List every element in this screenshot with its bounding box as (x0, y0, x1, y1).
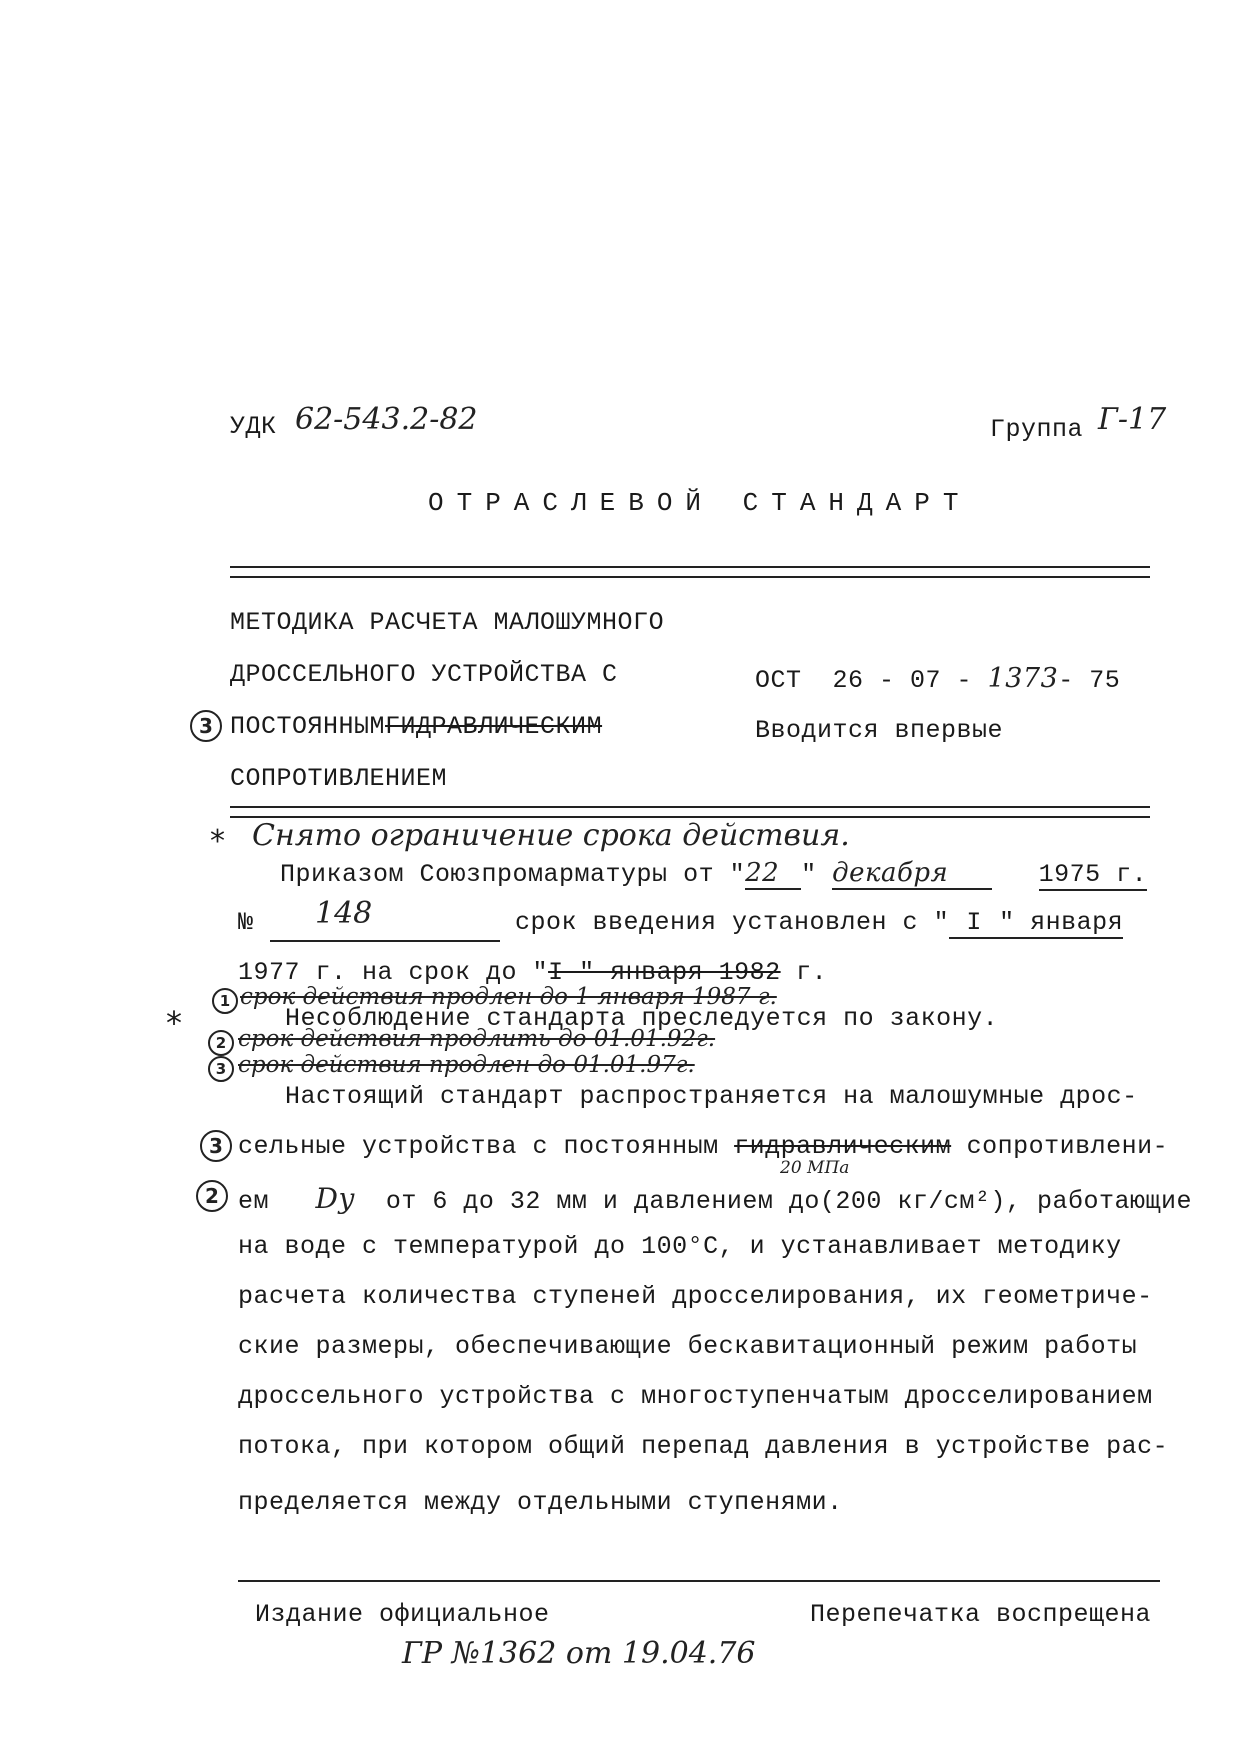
violation-notice: Несоблюдение стандарта преследуется по закону. (285, 1004, 999, 1033)
footer-registration: ГР №1362 от 19.04.76 (402, 1636, 756, 1671)
intro-month: " января (999, 908, 1124, 937)
body-line-3 (238, 1182, 1192, 1216)
body-line-2-a: сельные устройства с постоянным (238, 1132, 719, 1161)
handnote-restriction-removed: Снято ограничение срока действия. (252, 818, 850, 853)
order-number-underline (270, 940, 500, 942)
body-line-4: на воде с температурой до 100°С, и устанавливает методику (238, 1232, 1122, 1261)
revision-mark-3c: 3 (200, 1130, 232, 1162)
ost-number-handwritten: 1373 (987, 663, 1059, 694)
revision-mark-3b: 3 (208, 1056, 234, 1082)
standard-name-line-1: МЕТОДИКА РАСЧЕТА МАЛОШУМНОГО (230, 608, 665, 637)
body-line-9: пределяется между отдельными ступенями. (238, 1488, 843, 1517)
handnote-extend-1992: срок действия продлить до 01.01.92г. (238, 1026, 716, 1052)
document-title: ОТРАСЛЕВОЙ СТАНДАРТ (428, 488, 972, 518)
order-number: 148 (315, 896, 373, 931)
ost-number-part-1: 26 - 07 - (832, 666, 973, 695)
body-line-8: потока, при котором общий перепад давления в устройстве рас- (238, 1432, 1169, 1461)
rule-top-1 (230, 566, 1150, 568)
handnote-pressure-mpa: 20 МПа (780, 1158, 850, 1178)
body-line-1: Настоящий стандарт распространяется на малошумные дрос- (285, 1082, 1138, 1111)
order-line-3-text: 1977 г. на срок до " (238, 958, 549, 987)
order-number-sign: № (238, 908, 254, 937)
order-line-1 (280, 858, 1147, 891)
ost-number-part-2: - 75 (1058, 666, 1121, 695)
standard-name-line-3 (230, 712, 602, 741)
order-line-1-quote: " (801, 860, 817, 889)
body-line-3-c: (200 кг/см²), работающие (819, 1187, 1192, 1216)
handnote-extended-1987: срок действия продлен до 1 января 1987 г. (240, 984, 777, 1010)
standard-name-struck-word: ГИДРАВЛИЧЕСКИМ (385, 712, 603, 741)
footer-official-edition: Издание официальное (255, 1600, 550, 1629)
revision-mark-3: 3 (190, 710, 222, 742)
order-line-2-text: срок введения установлен с " (515, 908, 950, 937)
body-line-2-b: сопротивлени- (966, 1132, 1169, 1161)
intro-status: Вводится впервые (755, 716, 1004, 745)
body-line-7: дроссельного устройства с многоступенчатым дросселированием (238, 1382, 1153, 1411)
standard-name-line-4: СОПРОТИВЛЕНИЕМ (230, 764, 448, 793)
group-label: Группа (990, 415, 1084, 444)
revision-mark-2: 2 (208, 1030, 234, 1056)
revision-mark-2b: 2 (196, 1180, 228, 1212)
handnote-extended-1997: срок действия продлен до 01.01.97г. (238, 1052, 695, 1078)
order-line-2 (515, 908, 1123, 939)
body-line-3-dy: Dy (315, 1182, 355, 1215)
order-day: 22 (745, 858, 801, 890)
revision-mark-1: 1 (212, 988, 238, 1014)
body-line-6: ские размеры, обеспечивающие бескавитационный режим работы (238, 1332, 1138, 1361)
standard-name-line-3-prefix: ПОСТОЯННЫМ (230, 712, 386, 741)
ost-designation (755, 663, 1120, 695)
order-line-3-end: г. (796, 958, 828, 987)
body-line-5: расчета количества ступеней дросселирования, их геометриче- (238, 1282, 1153, 1311)
rule-footer (238, 1580, 1160, 1582)
ost-label: ОСТ (755, 666, 802, 695)
body-line-3-b: от 6 до 32 мм и давлением до (385, 1187, 820, 1216)
udk-label: УДК (230, 412, 277, 441)
order-line-3-struck-date: I " января 1982 (548, 958, 781, 987)
asterisk-mark-1: * (210, 824, 225, 859)
order-year: 1975 г. (1038, 860, 1148, 889)
order-line-1-prefix: Приказом Союзпромарматуры от " (280, 860, 746, 889)
group-value: Г-17 (1098, 402, 1167, 437)
intro-day: I (949, 908, 999, 939)
body-line-2 (238, 1132, 1168, 1161)
rule-top-2 (230, 576, 1150, 578)
asterisk-mark-2: * (166, 1004, 182, 1042)
order-month: декабря (832, 858, 992, 890)
body-line-3-a: ем (238, 1187, 270, 1216)
order-line-3 (238, 958, 827, 987)
rule-mid-1 (230, 806, 1150, 808)
udk-value: 62-543.2-82 (295, 402, 478, 437)
standard-name-line-2: ДРОССЕЛЬНОГО УСТРОЙСТВА С (230, 660, 618, 689)
body-line-2-struck: гидравлическим (734, 1132, 952, 1161)
footer-reprint-prohibited: Перепечатка воспрещена (810, 1600, 1152, 1629)
